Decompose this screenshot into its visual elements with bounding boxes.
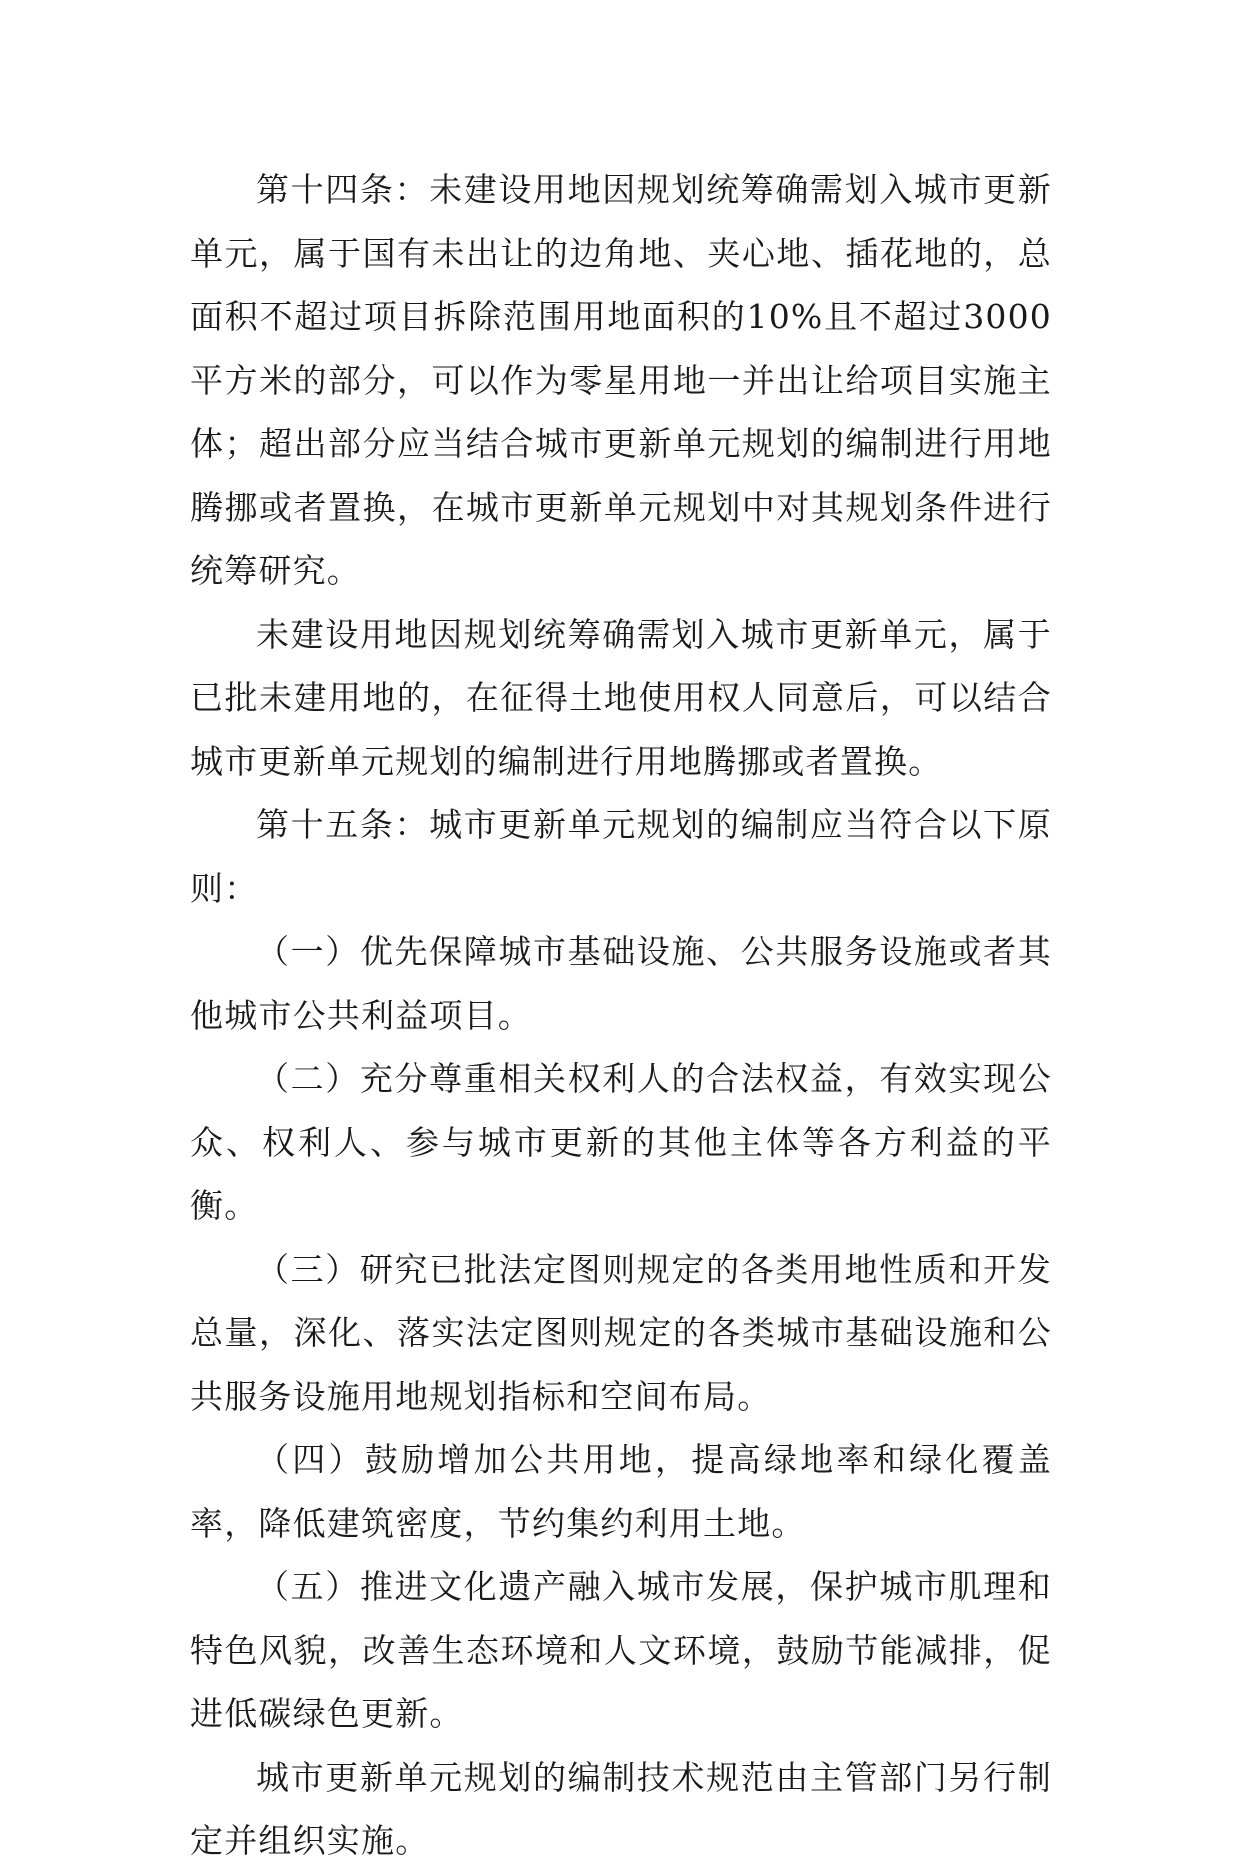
paragraph-article-14: 第十四条：未建设用地因规划统筹确需划入城市更新单元，属于国有未出让的边角地、夹心地、插花地的，总面积不超过项目拆除范围用地面积的10%且不超过3000平方米的部分，可以作为零星用地一并出让给项目实施主体；超出部分应当结合城市更新单元规划的编制进行用地腾挪或者置换，在城市更新单元规划中对其规划条件进行统筹研究。 — [190, 170, 1052, 590]
paragraph-principle-3: （三）研究已批法定图则规定的各类用地性质和开发总量，深化、落实法定图则规定的各类城市基础设施和公共服务设施用地规划指标和空间布局。 — [190, 1249, 1052, 1416]
paragraph-article-15: 第十五条：城市更新单元规划的编制应当符合以下原则： — [190, 805, 1052, 908]
paragraph-principle-2: （二）充分尊重相关权利人的合法权益，有效实现公众、权利人、参与城市更新的其他主体等各方利益的平衡。 — [190, 1059, 1052, 1225]
paragraph-technical-spec: 城市更新单元规划的编制技术规范由主管部门另行制定并组织实施。 — [190, 1757, 1052, 1860]
paragraph-article-14-supplement: 未建设用地因规划统筹确需划入城市更新单元，属于已批未建用地的，在征得土地使用权人同意后，可以结合城市更新单元规划的编制进行用地腾挪或者置换。 — [190, 614, 1052, 781]
paragraph-principle-4: （四）鼓励增加公共用地，提高绿地率和绿化覆盖率，降低建筑密度，节约集约利用土地。 — [190, 1440, 1052, 1543]
paragraph-principle-5: （五）推进文化遗产融入城市发展，保护城市肌理和特色风貌，改善生态环境和人文环境，鼓励节能减排，促进低碳绿色更新。 — [190, 1567, 1052, 1733]
paragraph-principle-1: （一）优先保障城市基础设施、公共服务设施或者其他城市公共利益项目。 — [190, 932, 1052, 1035]
document-body — [190, 158, 1052, 1873]
